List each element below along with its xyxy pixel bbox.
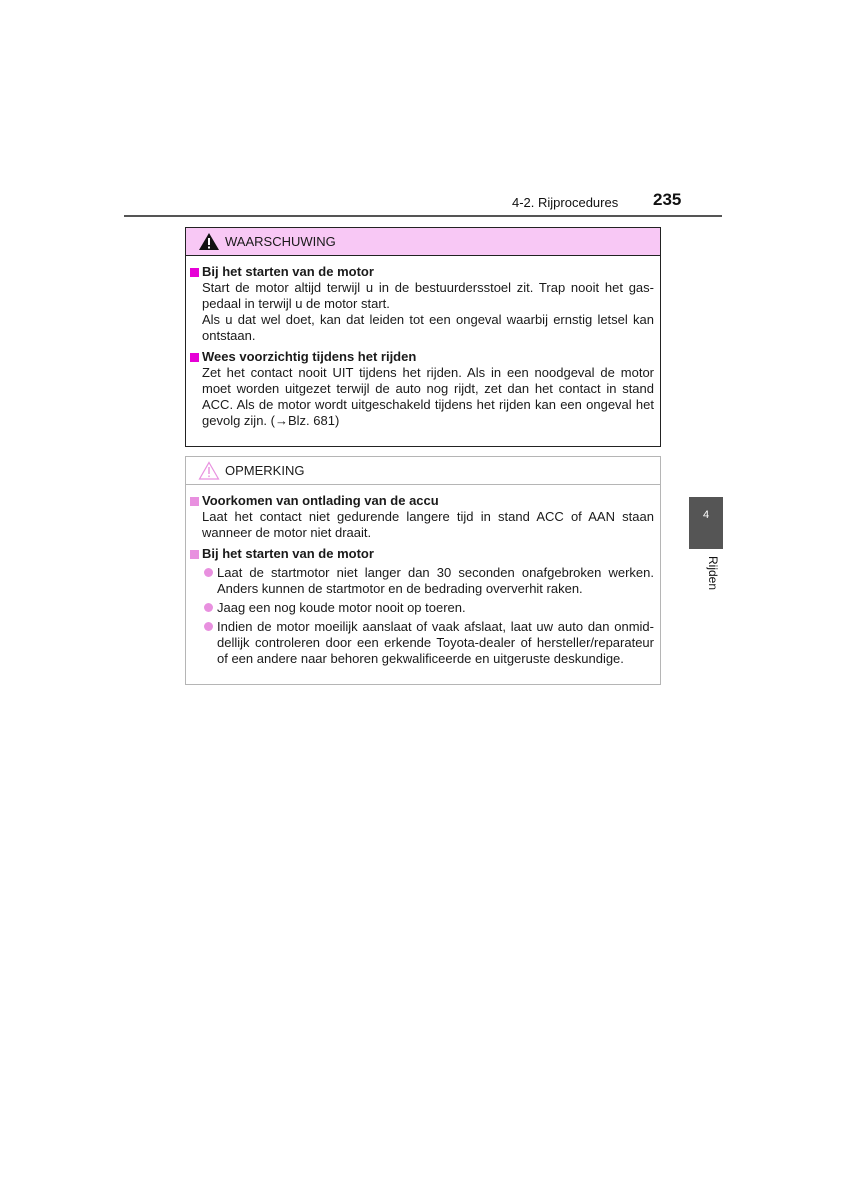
item-paragraph: Start de motor altijd terwijl u in de bestuurdersstoel zit. Trap nooit het gaspedaal in terwijl u de motor start. <box>202 280 654 311</box>
note-item <box>190 546 654 667</box>
warning-title: WAARSCHUWING <box>225 234 336 249</box>
item-paragraph: Als u dat wel doet, kan dat leiden tot een ongeval waarbij ernstig letsel kan ontstaan. <box>202 312 654 343</box>
item-paragraph: Laat het contact niet gedurende langere tijd in stand ACC of AAN staan wanneer de motor niet draait. <box>202 509 654 540</box>
round-bullet-icon <box>204 622 213 631</box>
item-heading: Voorkomen van ontlading van de accu <box>202 493 439 508</box>
list-item: Indien de motor moeilijk aanslaat of vaak afslaat, laat uw auto dan onmiddellijk controleren door een erkende Toyota-dealer of hersteller/reparateur of een andere naar behoren gekwalificeerde en uitgeruste deskundige. <box>202 619 654 667</box>
note-item <box>190 493 654 541</box>
page-number: 235 <box>653 190 682 209</box>
square-bullet-icon <box>190 268 199 277</box>
note-title: OPMERKING <box>225 463 305 478</box>
square-bullet-icon <box>190 550 199 559</box>
caution-triangle-outline-icon <box>198 461 220 480</box>
square-bullet-icon <box>190 497 199 506</box>
item-heading: Bij het starten van de motor <box>202 264 374 279</box>
chapter-tab <box>689 497 723 549</box>
round-bullet-icon <box>204 603 213 612</box>
header-divider <box>124 215 722 217</box>
warning-item <box>190 264 654 344</box>
chapter-number: 4 <box>702 509 710 521</box>
note-header <box>186 457 660 485</box>
item-heading: Bij het starten van de motor <box>202 546 374 561</box>
round-bullet-icon <box>204 568 213 577</box>
warning-item <box>190 349 654 429</box>
square-bullet-icon <box>190 353 199 362</box>
warning-header <box>186 228 660 256</box>
warning-box <box>185 227 661 447</box>
chapter-label: Rijden <box>706 556 720 591</box>
note-box <box>185 456 661 685</box>
warning-triangle-icon <box>198 232 220 251</box>
item-heading: Wees voorzichtig tijdens het rijden <box>202 349 417 364</box>
list-item: Laat de startmotor niet langer dan 30 seconden onafgebroken werken. Anders kunnen de startmotor en de bedrading oververhit raken. <box>202 565 654 597</box>
list-item: Jaag een nog koude motor nooit op toeren. <box>202 600 654 616</box>
item-paragraph: Zet het contact nooit UIT tijdens het rijden. Als in een noodgeval de motor moet worden uitgezet terwijl de auto nog rijdt, zet dan het contact in stand ACC. Als de motor wordt uitgeschakeld tijdens het rijden kan een ongeval het gevolg zijn. (→Blz. 681) <box>202 365 654 428</box>
section-title: 4-2. Rijprocedures <box>512 195 619 210</box>
